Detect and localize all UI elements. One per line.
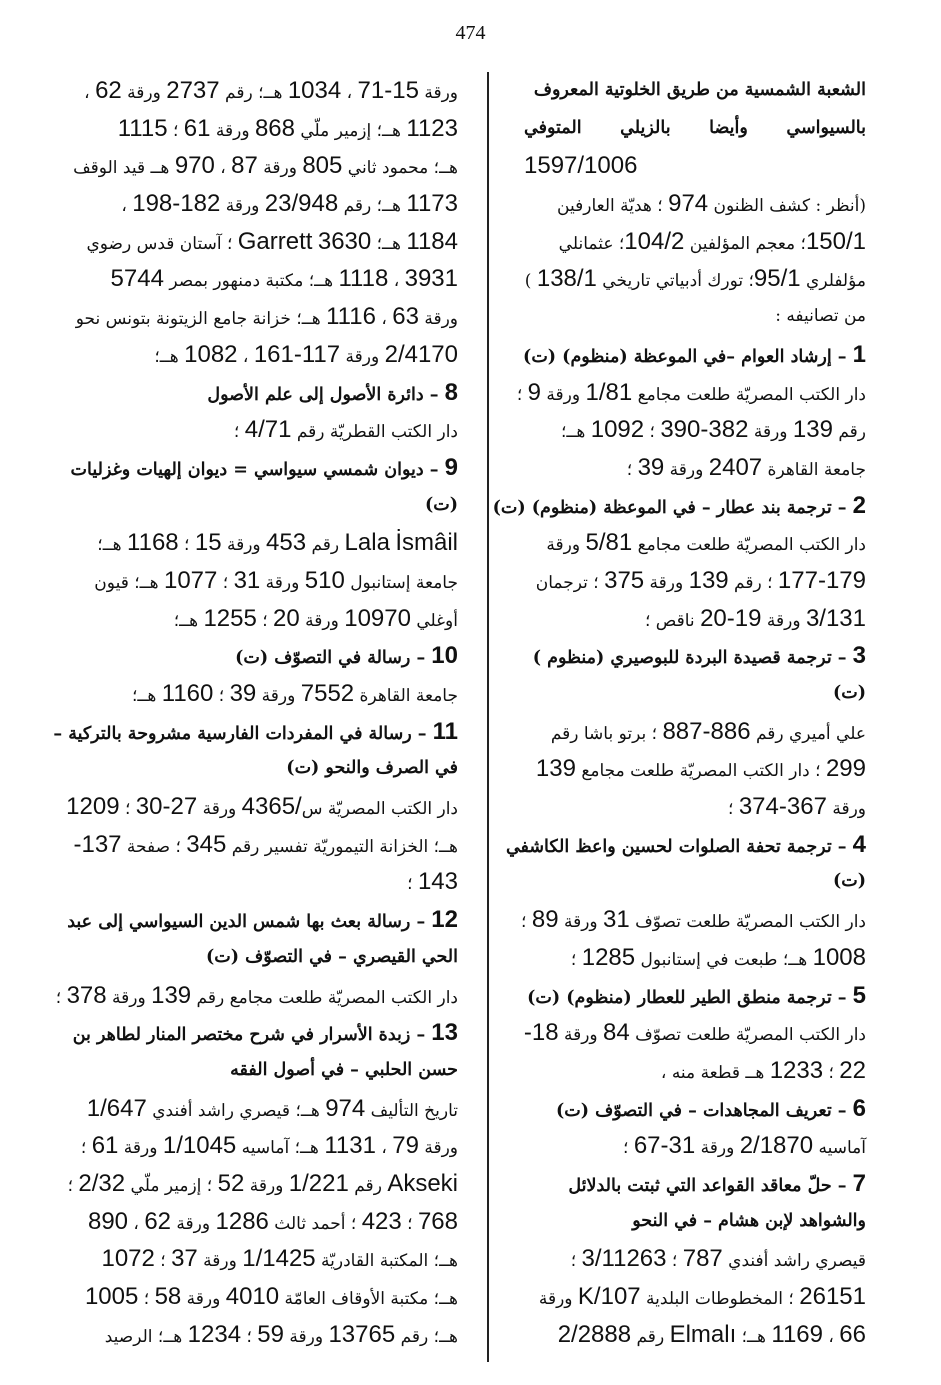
right-column-line: دار الكتب المصريّة طلعت مجامع 1/81 ورقة 9 ؛ <box>516 378 866 406</box>
left-column-line: 1173 هــ؛ رقم 23/948 ورقة 182-198 ، <box>121 190 458 218</box>
right-column-line: الشعبة الشمسية من طريق الخلوتية المعروف <box>533 80 866 100</box>
left-column-line: ورقة 63 ، 1116 هــ؛ خزانة جامع الزيتونة بتونس نحو <box>75 303 458 331</box>
left-column-line: هــ؛ الخزانة التيموريّة تفسير رقم 345 ؛ صفحة 137- <box>73 830 458 858</box>
left-column-line: 12 – رسالة بعث بها شمس الدين السيواسي إلى عبد <box>67 906 458 934</box>
left-column-line: (ت) <box>424 494 458 515</box>
left-column-line: 1184 هــ؛ Garrett 3630 ؛ آستان قدس رضوي <box>86 227 458 255</box>
left-column-line: حسن الحلبي – في أصول الفقه <box>230 1059 458 1080</box>
right-column-line: والشواهد لإبن هشام – في النحو <box>632 1210 866 1231</box>
right-column-line: رقم 139 ورقة 382-390 ؛ 1092 هــ؛ <box>560 416 866 444</box>
right-column-line: جامعة القاهرة 2407 ورقة 39 ؛ <box>626 453 866 481</box>
right-column-line: (ت) <box>832 683 866 703</box>
left-column-line: هــ؛ مكتبة الأوقاف العامّة 4010 ورقة 58 ؛ 1005 <box>84 1283 458 1310</box>
right-column-line: ورقة 367-374 ؛ <box>728 793 866 821</box>
right-column-line: 6 – تعريف المجاهدات – في التصوّف (ت) <box>556 1094 866 1122</box>
left-column-line: دار الكتب المصريّة طلعت مجامع رقم 139 ورقة 378 ؛ <box>55 981 458 1009</box>
left-column <box>53 72 458 1353</box>
right-column-line: 150/1؛ معجم المؤلفين 104/2؛ عثمانلي <box>558 227 866 255</box>
left-column-line: 768 ؛ 423 ؛ أحمد ثالث 1286 ورقة 62 ، 890 <box>87 1207 458 1235</box>
right-column-line: 299 ؛ دار الكتب المصريّة طلعت مجامع 139 <box>535 755 866 783</box>
right-column-line: من تصانيفه : <box>775 306 866 327</box>
left-column-line: ورقة 79 ، 1131 هــ؛ آماسيه 1/1045 ورقة 61 ؛ <box>80 1132 458 1160</box>
right-column-line: 5 – ترجمة منطق الطير للعطار (منظوم) (ت) <box>527 981 866 1009</box>
right-column <box>492 72 866 1353</box>
right-column-line: دار الكتب المصريّة طلعت تصوّف 31 ورقة 89 ؛ <box>521 906 866 934</box>
right-column-line: (أنظر : كشف الظنون 974 ؛ هديّة العارفين <box>557 190 866 218</box>
left-column-line: 143 ؛ <box>407 868 458 896</box>
left-column-line: دار الكتب المصريّة س/4365 ورقة 27-30 ؛ 1209 <box>66 793 458 821</box>
left-column-line: 8 – دائرة الأصول إلى علم الأصول <box>207 378 458 406</box>
left-column-line: هــ؛ محمود ثاني 805 ورقة 87 ، 970 هــ قيد الوقف <box>73 152 458 180</box>
right-column-line: (ت) <box>832 871 866 892</box>
left-column-line: 3931 ، 1118 هــ؛ مكتبة دمنهور بمصر 5744 <box>110 265 458 293</box>
column-divider <box>487 72 489 1362</box>
right-column-line: آماسيه 2/1870 ورقة 31-67 ؛ <box>623 1132 866 1160</box>
right-column-line: 1597/1006 <box>524 152 638 180</box>
left-column-line: 2/4170 ورقة 117-161 ، 1082 هــ؛ <box>154 340 458 368</box>
left-column-line: Akseki رقم 1/221 ورقة 52 ؛ إزمير ملّي 2/32 ؛ <box>67 1169 458 1197</box>
left-column-line: جامعة إستانبول 510 ورقة 31 ؛ 1077 هــ؛ قيون <box>94 566 458 594</box>
right-column-line: 22 ؛ 1233 هــ قطعة منه ، <box>660 1056 866 1084</box>
right-column-line: 4 – ترجمة تحفة الصلوات لحسين واعظ الكاشفي <box>505 830 866 858</box>
right-column-line: مؤلفلري 95/1؛ تورك أدبياتي تاريخي 138/1 ) <box>524 265 866 293</box>
left-column-line: 1123 هــ؛ إزمير ملّي 868 ورقة 61 ؛ 1115 <box>117 114 458 142</box>
right-column-line: قيصري راشد أفندي 787 ؛ 3/11263 ؛ <box>570 1245 866 1273</box>
left-column-line: 9 – ديوان شمسي سيواسي = ديوان إلهيات وغزليات <box>70 453 458 481</box>
left-column-line: 10 – رسالة في التصوّف (ت) <box>235 642 458 670</box>
left-column-line: جامعة القاهرة 7552 ورقة 39 ؛ 1160 هــ؛ <box>132 680 458 707</box>
right-column-line: 1008 هــ؛ طبعت في إستانبول 1285 ؛ <box>570 943 866 971</box>
left-column-line: الحي القيصري – في التصوّف (ت) <box>206 946 458 967</box>
left-column-line: هــ؛ رقم 13765 ورقة 59 ؛ 1234 هــ؛ الرصيد <box>104 1320 458 1348</box>
right-column-line: علي أميري رقم 886-887 ؛ برتو باشا رقم <box>550 717 866 745</box>
right-column-line: دار الكتب المصريّة طلعت مجامع 5/81 ورقة <box>546 529 866 557</box>
right-column-line: 3/131 ورقة 19-20 ناقص ؛ <box>644 604 866 632</box>
right-column-line: دار الكتب المصريّة طلعت تصوّف 84 ورقة 18- <box>523 1019 866 1047</box>
left-column-line: تاريخ التأليف 974 هــ؛ قيصري راشد أفندي 1/647 <box>86 1094 458 1122</box>
page-number: 474 <box>455 22 486 44</box>
left-column-line: في الصرف والنحو (ت) <box>286 758 458 779</box>
left-column-line: ورقة 15-71 ، 1034 هــ؛ رقم 2737 ورقة 62 ، <box>84 77 458 104</box>
left-column-line: 13 – زبدة الأسرار في شرح مختصر المنار لطاهر بن <box>72 1019 458 1047</box>
right-column-line: 3 – ترجمة قصيدة البردة للبوصيري (منظوم ) <box>532 642 866 670</box>
right-column-line: 7 – حلّ معاقد القواعد التي ثبتت بالدلائل <box>568 1169 866 1197</box>
right-column-line: 177-179 ؛ رقم 139 ورقة 375 ؛ ترجمان <box>535 566 866 594</box>
right-column-line: 1 – إرشاد العوام –في الموعظة (منظوم) (ت) <box>523 340 866 368</box>
left-column-line: Lala İsmâil رقم 453 ورقة 15 ؛ 1168 هــ؛ <box>97 529 458 557</box>
right-column-line: 2 – ترجمة بند عطار – في الموعظة (منظوم) (ت) <box>492 491 866 519</box>
right-column-line: بالسيواسي وأيضا بالزيلي المتوفي <box>524 117 866 138</box>
left-column-line: دار الكتب القطريّة رقم 4/71 ؛ <box>233 416 458 444</box>
left-column-line: أوغلي 10970 ورقة 20 ؛ 1255 هــ؛ <box>173 604 458 632</box>
right-column-line: 26151 ؛ المخطوطات البلدية 107/K ورقة <box>538 1283 866 1310</box>
left-column-line: هــ؛ المكتبة القادريّة 1/1425 ورقة 37 ؛ 1072 <box>101 1245 458 1273</box>
right-column-line: 66 ، 1169 هــ؛ Elmalı رقم 2/2888 <box>557 1320 866 1348</box>
left-column-line: 11 – رسالة في المفردات الفارسية مشروحة بالتركية – <box>53 717 458 745</box>
